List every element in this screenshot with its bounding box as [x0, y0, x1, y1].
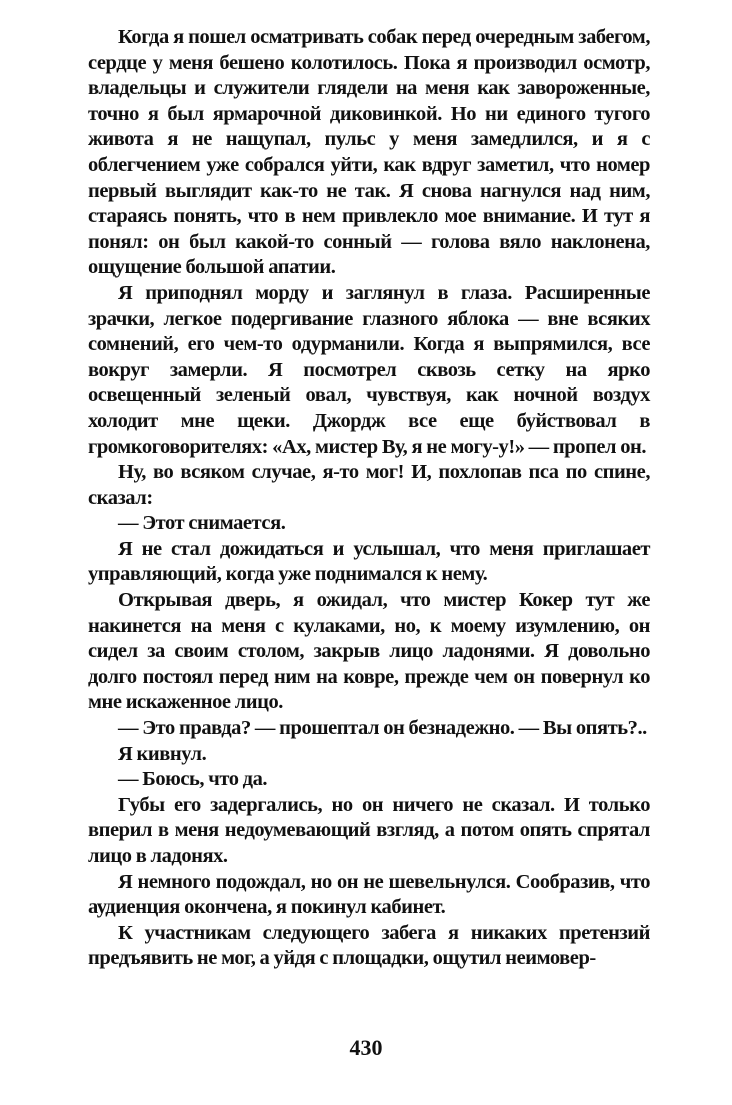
paragraph: — Это правда? — прошептал он безнадежно. — Вы опять?..	[118, 717, 647, 740]
paragraph: Открывая дверь, я ожидал, что мистер Кокер тут же накинется на меня с кулаками, но, к моему изумлению, он сидел за своим столом, закрыв лицо ладонями. Я довольно долго постоял перед ним на ковре, прежде чем он повернул ко мне искаженное лицо.	[88, 589, 650, 714]
body-text	[88, 25, 650, 972]
paragraph: Я приподнял морду и заглянул в глаза. Расширенные зрачки, легкое подергивание глазного яблока — вне всяких сомнений, его чем-то одурманили. Когда я выпрямился, все вокруг замерли. Я посмотрел сквозь сетку на ярко освещенный зеленый овал, чувствуя, как ночной воздух холодит мне щеки. Джордж все еще буйствовал в громкоговорителях: «Ах, мистер Ву, я не могу-у!» — пропел он.	[88, 281, 650, 458]
paragraph: К участникам следующего забега я никаких претензий предъявить не мог, а уйдя с площадки, ощутил неимовер-	[88, 921, 650, 970]
page-number: 430	[349, 1035, 383, 1060]
paragraph: Я немного подождал, но он не шевельнулся. Сообразив, что аудиенция окончена, я покинул кабинет.	[88, 870, 650, 919]
paragraph: Когда я пошел осматривать собак перед очередным забегом, сердце у меня бешено колотилось. Пока я производил осмотр, владельцы и служители глядели на меня как завороженные, точно я был ярмарочной диковинкой. Но ни единого тугого живота я не нащупал, пульс у меня замедлился, и я с облегчением уже собрался уйти, как вдруг заметил, что номер первый выглядит как-то не так. Я снова нагнулся над ним, стараясь понять, что в нем привлекло мое внимание. И тут я понял: он был какой-то сонный — голова вяло наклонена, ощущение большой апатии.	[88, 26, 650, 279]
paragraph: Губы его задергались, но он ничего не сказал. И только вперил в меня недоумевающий взгляд, а потом опять спрятал лицо в ладонях.	[88, 793, 650, 867]
paragraph: — Этот снимается.	[118, 512, 286, 535]
paragraph: Ну, во всяком случае, я-то мог! И, похлопав пса по спине, сказал:	[88, 461, 650, 509]
paragraph: Я кивнул.	[118, 742, 207, 765]
paragraph: — Боюсь, что да.	[118, 768, 268, 791]
paragraph: Я не стал дожидаться и услышал, что меня приглашает управляющий, когда уже поднимался к нему.	[88, 537, 650, 586]
